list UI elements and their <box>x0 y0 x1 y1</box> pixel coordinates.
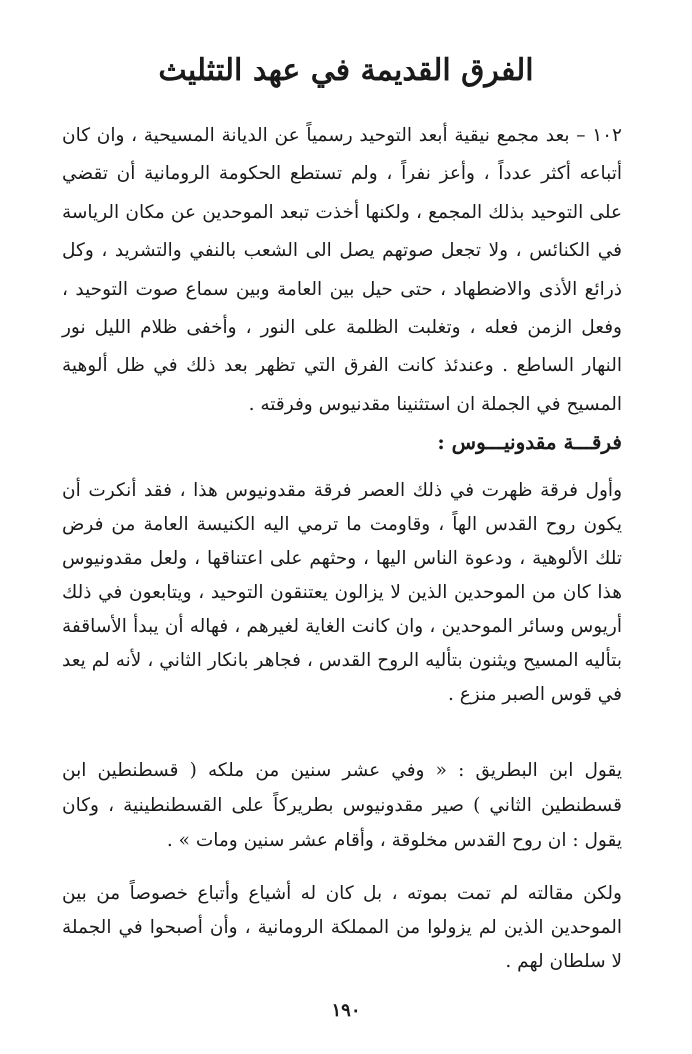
paragraph-quote: يقول ابن البطريق : « وفي عشر سنين من ملكه ( قسطنطين ابن قسطنطين الثاني ) صير مقدونيوس بطريركاً على القسطنطينية ، وكان يقول : ان روح القدس مخلوقة ، وأقام عشر سنين ومات » . <box>62 760 622 851</box>
page-number: ١٩٠ <box>331 1000 361 1021</box>
paragraph-conclusion: ولكن مقالته لم تمت بموته ، بل كان له أشياع وأتباع خصوصاً من بين الموحدين الذين لم يزولوا من المملكة الرومانية ، وأن أصبحوا في الجملة لا سلطان لهم . <box>62 883 622 972</box>
section-heading: فرقـــة مقدونيـــوس : <box>437 430 622 454</box>
chapter-title: الفرق القديمة في عهد التثليث <box>158 53 534 88</box>
paragraph-intro: ١٠٢ – بعد مجمع نيقية أبعد التوحيد رسمياً عن الديانة المسيحية ، وان كان أتباعه أكثر عدداً ، وأعز نفراً ، ولم تستطع الحكومة الرومانية أن تقضي على التوحيد بذلك المجمع ، ولكنها أخذت تبعد الموحدين عن مكان الرياسة في الكنائس ، ولا تجعل صوتهم يصل الى الشعب بالنفي والتشريد ، وكل ذرائع الأذى والاضطهاد ، حتى حيل بين العامة وبين سماع صوت التوحيد ، وفعل الزمن فعله ، وتغلبت الظلمة على النور ، وأخفى ظلام الليل نور النهار الساطع . وعندئذ كانت الفرق التي تظهر بعد ذلك في ظل ألوهية المسيح في الجملة ان استثنينا مقدنيوس وفرقته . <box>62 125 622 415</box>
paragraph-macedonius: وأول فرقة ظهرت في ذلك العصر فرقة مقدونيوس هذا ، فقد أنكرت أن يكون روح القدس الهاً ، وقاومت ما ترمي اليه الكنيسة العامة من فرض تلك الألوهية ، ودعوة الناس اليها ، وحثهم على اعتناقها ، ولعل مقدونيوس هذا كان من الموحدين الذين لا يزالون يعتنقون التوحيد ، ويتابعون في ذلك أريوس وسائر الموحدين ، وان كانت الغاية لغيرهم ، فهاله أن يبدأ الأساقفة بتأليه المسيح ويثنون بتأليه الروح القدس ، فجاهر بانكار الثاني ، لأنه لم يعد في قوس الصبر منزع . <box>62 480 622 705</box>
